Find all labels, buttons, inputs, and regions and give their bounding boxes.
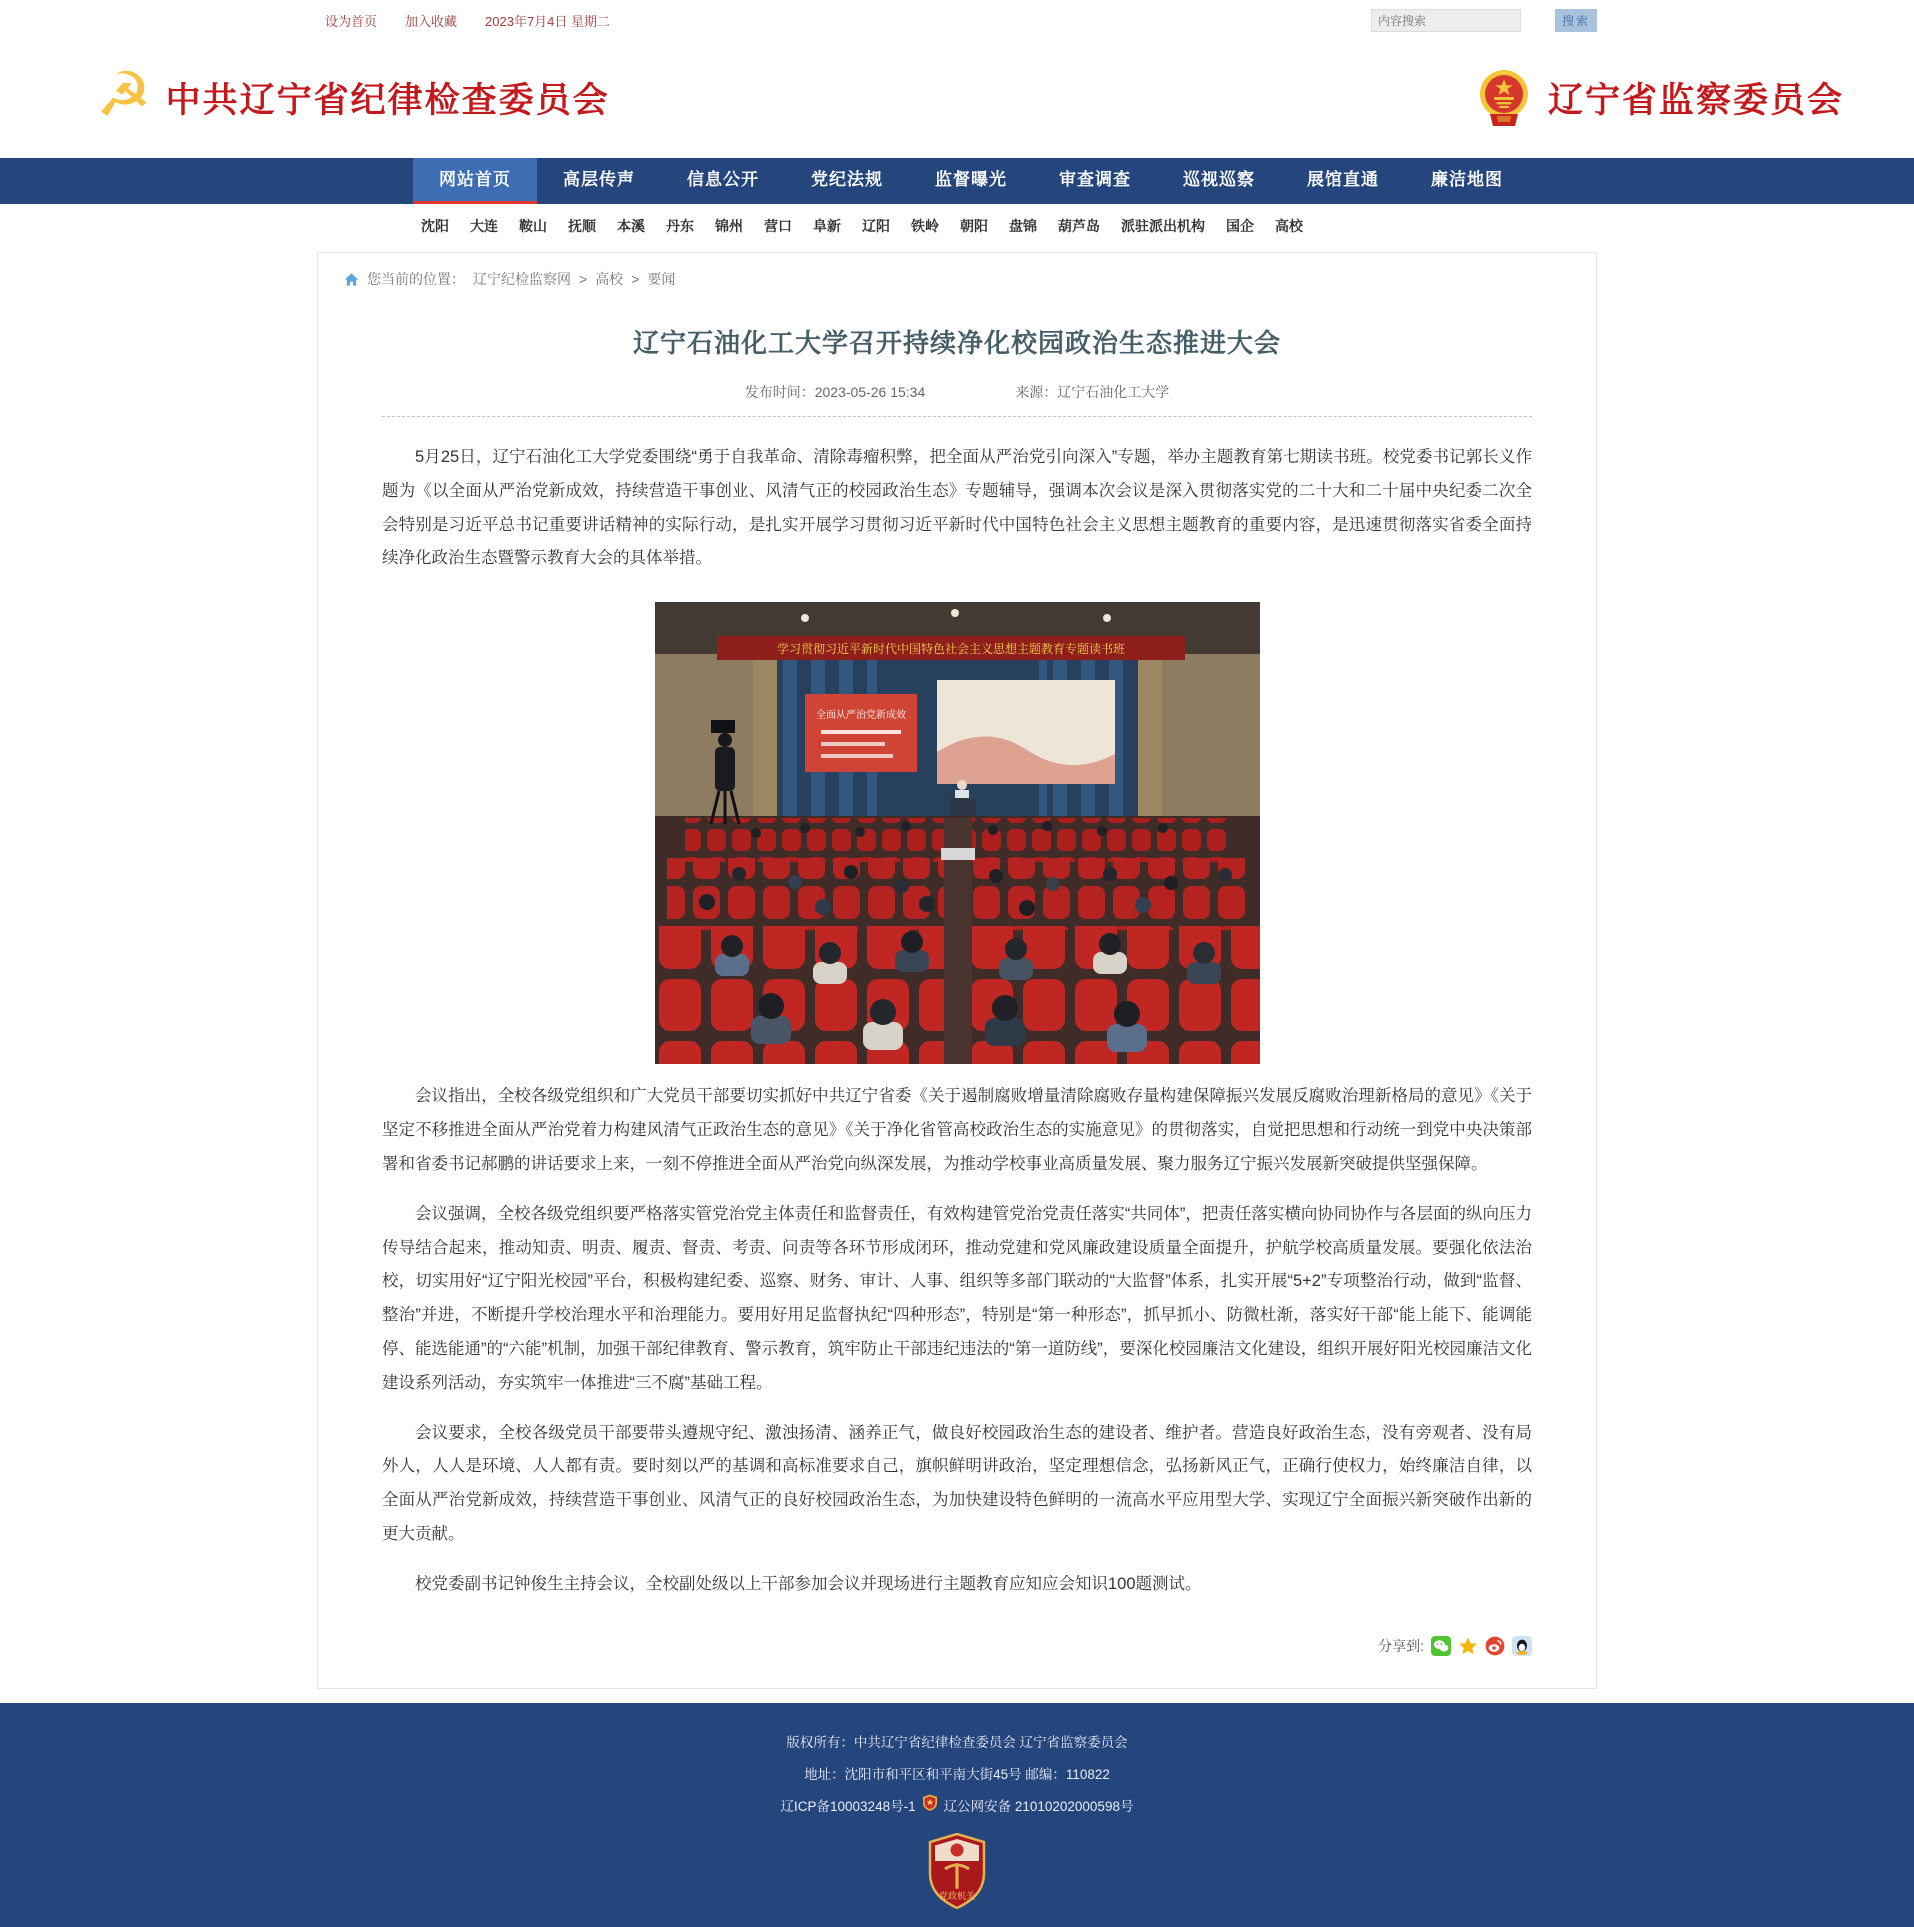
nav-item-info-disclosure[interactable]: 信息公开 <box>687 170 759 189</box>
wechat-share-icon[interactable] <box>1431 1636 1451 1656</box>
footer-address: 地址：沈阳市和平区和平南大街45号 邮编：110822 <box>804 1766 1110 1782</box>
police-badge-icon <box>922 1791 938 1823</box>
article-source: 来源：辽宁石油化工大学 <box>1015 384 1170 400</box>
footer-police-link[interactable]: 辽公网安备 21010202000598号 <box>943 1798 1134 1814</box>
footer-copyright: 版权所有：中共辽宁省纪律检查委员会 辽宁省监察委员会 <box>786 1734 1128 1750</box>
share-label: 分享到: <box>1378 1637 1424 1654</box>
breadcrumb-news-link[interactable]: 要闻 <box>647 271 676 287</box>
breadcrumb-separator: > <box>631 271 640 287</box>
subnav-yingkou[interactable]: 营口 <box>764 218 792 234</box>
article-paragraph: 会议强调，全校各级党组织要严格落实管党治党主体责任和监督责任，有效构建管党治党责任落实“共同体”，把责任落实横向协同协作与各层面的纵向压力传导结合起来，推动知责、明责、履责、督责、考责、问责等各环节形成闭环，推动党建和党风廉政建设质量全面提升，护航学校高质量发展。要强化依法治校，切实用好“辽宁阳光校园”平台，积极构建纪委、巡察、财务、审计、人事、组织等多部门联动的“大监督”体系，扎实开展“5+2”专项整治行动，做到“监督、整治”并进，不断提升学校治理水平和治理能力。要用好用足监督执纪“四种形态”，特别是“第一种形态”，抓早抓小、防微杜渐，落实好干部“能上能下、能调能停、能选能通”的“六能”机制，加强干部纪律教育、警示教育，筑牢防止干部违纪违法的“第一道防线”，要深化校园廉洁文化建设，组织开展好阳光校园廉洁文化建设系列活动，夯实筑牢一体推进“三不腐”基础工程。 <box>382 1204 1532 1392</box>
nav-item-integrity-map[interactable]: 廉洁地图 <box>1431 170 1503 189</box>
article-paragraph: 校党委副书记钟俊生主持会议，全校副处级以上干部参加会议并现场进行主题教育应知应会知识100题测试。 <box>415 1574 1202 1593</box>
favorite-star-icon[interactable] <box>1458 1636 1478 1656</box>
nav-item-exhibition[interactable]: 展馆直通 <box>1307 170 1379 189</box>
discipline-commission-title: 中共辽宁省纪律检查委员会 <box>165 81 610 120</box>
subnav-dalian[interactable]: 大连 <box>470 218 498 234</box>
discipline-commission-logo[interactable] <box>96 61 610 130</box>
article-photo <box>655 602 1260 1064</box>
breadcrumb-site-link[interactable]: 辽宁纪检监察网 <box>473 271 571 287</box>
share-row <box>318 1602 1596 1662</box>
add-favorite-link[interactable]: 加入收藏 <box>405 14 458 29</box>
weibo-share-icon[interactable] <box>1485 1636 1505 1656</box>
qq-share-icon[interactable] <box>1512 1636 1532 1656</box>
nav-item-inspection[interactable]: 巡视巡察 <box>1183 170 1255 189</box>
footer-icp-link[interactable]: 辽ICP备10003248号-1 <box>780 1798 916 1814</box>
current-date: 2023年7月4日 星期二 <box>485 14 611 29</box>
subnav-state-enterprises[interactable]: 国企 <box>1226 218 1254 234</box>
subnav-universities[interactable]: 高校 <box>1275 218 1303 234</box>
government-badge[interactable] <box>0 1833 1914 1909</box>
breadcrumb-label: 您当前的位置： <box>367 271 465 287</box>
breadcrumb-universities-link[interactable]: 高校 <box>595 271 624 287</box>
subnav-anshan[interactable]: 鞍山 <box>519 218 547 234</box>
subnav-liaoyang[interactable]: 辽阳 <box>862 218 890 234</box>
badge-label: 党政机关 <box>938 1890 976 1901</box>
subnav-dandong[interactable]: 丹东 <box>666 218 694 234</box>
set-home-link[interactable]: 设为首页 <box>325 14 378 29</box>
subnav-chaoyang[interactable]: 朝阳 <box>960 218 988 234</box>
subnav-fuxin[interactable]: 阜新 <box>813 218 841 234</box>
breadcrumb-separator: > <box>579 271 588 287</box>
main-navigation <box>0 158 1914 204</box>
nav-item-regulations[interactable]: 党纪法规 <box>811 170 883 189</box>
photo-slide-text: 全面从严治党新成效 <box>815 710 906 722</box>
subnav-shenyang[interactable]: 沈阳 <box>421 218 449 234</box>
photo-banner-text: 学习贯彻习近平新时代中国特色社会主义思想主题教育专题读书班 <box>776 642 1125 657</box>
breadcrumb <box>318 253 1596 297</box>
top-bar <box>0 0 1914 38</box>
supervisory-commission-title: 辽宁省监察委员会 <box>1547 81 1844 120</box>
article-meta <box>382 382 1532 417</box>
search-input[interactable] <box>1371 9 1521 32</box>
subnav-panjin[interactable]: 盘锦 <box>1009 218 1037 234</box>
search-button[interactable]: 搜索 <box>1555 9 1597 32</box>
subnav-tieling[interactable]: 铁岭 <box>911 218 939 234</box>
home-icon <box>344 272 359 287</box>
search-box <box>1371 9 1597 32</box>
nav-item-exposure[interactable]: 监督曝光 <box>935 170 1007 189</box>
subnav-jinzhou[interactable]: 锦州 <box>715 218 743 234</box>
article-title: 辽宁石油化工大学召开持续净化校园政治生态推进大会 <box>632 328 1281 358</box>
city-subnav <box>0 204 1914 248</box>
national-emblem-icon <box>1474 66 1534 131</box>
article-paragraph: 会议指出，全校各级党组织和广大党员干部要切实抓好中共辽宁省委《关于遏制腐败增量清除腐败存量构建保障振兴发展反腐败治理新格局的意见》《关于坚定不移推进全面从严治党着力构建风清气正政治生态的意见》《关于净化省管高校政治生态的实施意见》的贯彻落实，自觉把思想和行动统一到党中央决策部署和省委书记郝鹏的讲话要求上来，一刻不停推进全面从严治党向纵深发展，为推动学校事业高质量发展、聚力服务辽宁振兴发展新突破提供坚强保障。 <box>382 1087 1532 1173</box>
article-paragraph: 会议要求，全校各级党员干部要带头遵规守纪、激浊扬清、涵养正气，做良好校园政治生态的建设者、维护者。营造良好政治生态，没有旁观者、没有局外人，人人是环境、人人都有责。要时刻以严的基调和高标准要求自己，旗帜鲜明讲政治，坚定理想信念，弘扬新风正气，正确行使权力，始终廉洁自律，以全面从严治党新成效，持续营造干事创业、风清气正的良好校园政治生态，为加快建设特色鲜明的一流高水平应用型大学、实现辽宁全面振兴新突破作出新的更大贡献。 <box>382 1423 1532 1543</box>
publish-time: 发布时间：2023-05-26 15:34 <box>744 384 926 400</box>
nav-item-home[interactable]: 网站首页 <box>413 158 537 204</box>
nav-item-investigation[interactable]: 审查调查 <box>1059 170 1131 189</box>
subnav-dispatched-agencies[interactable]: 派驻派出机构 <box>1121 218 1205 234</box>
article-paragraph: 5月25日，辽宁石油化工大学党委围绕“勇于自我革命、清除毒瘤积弊，把全面从严治党引向深入”专题，举办主题教育第七期读书班。校党委书记郭长义作题为《以全面从严治党新成效，持续营造干事创业、风清气正的校园政治生态》专题辅导，强调本次会议是深入贯彻落实党的二十大和二十届中央纪委二次全会特别是习近平总书记重要讲话精神的实际行动，是扎实开展学习贯彻习近平新时代中国特色社会主义思想主题教育的重要内容，是迅速贯彻落实省委全面持续净化政治生态暨警示教育大会的具体举措。 <box>382 448 1532 568</box>
party-emblem-icon: ☭ <box>96 61 152 130</box>
subnav-benxi[interactable]: 本溪 <box>617 218 645 234</box>
site-header <box>0 38 1914 158</box>
site-footer <box>0 1703 1914 1927</box>
nav-item-voices[interactable]: 高层传声 <box>563 170 635 189</box>
supervisory-commission-logo[interactable] <box>1474 66 1844 131</box>
subnav-fushun[interactable]: 抚顺 <box>568 218 596 234</box>
subnav-huludao[interactable]: 葫芦岛 <box>1058 218 1100 234</box>
article-body <box>318 417 1596 1602</box>
article-container <box>317 252 1597 1689</box>
